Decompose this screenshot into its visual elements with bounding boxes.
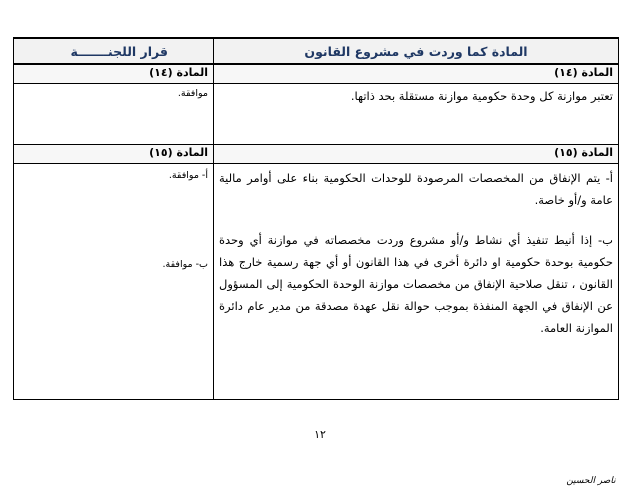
article-body-row: [14, 84, 619, 145]
page-number: ١٢: [314, 428, 326, 441]
article-body-row: [14, 164, 619, 400]
article-14-decision-title: المادة (١٤): [14, 64, 214, 84]
article-15-title: المادة (١٥): [214, 145, 619, 164]
article-14-decision: موافقة.: [177, 88, 208, 99]
article-14-decision-cell: [14, 84, 214, 145]
article-14-paragraph: تعتبر موازنة كل وحدة حكومية موازنة مستقلة بحد ذاتها.: [350, 89, 613, 103]
table-header-row: [14, 38, 619, 64]
article-15-paragraph-a: أ- يتم الإنفاق من المخصصات المرصودة للوحدات الحكومية بناء على أوامر مالية عامة و/أو خاصة.: [219, 171, 613, 207]
handwritten-signature: ناصر الحسين: [566, 476, 616, 486]
article-14-text-cell: [214, 84, 619, 145]
article-15-text-cell: [214, 164, 619, 400]
article-15-decision-b: ب- موافقة.: [162, 259, 208, 270]
article-15-decision-title: المادة (١٥): [14, 145, 214, 164]
law-comparison-table: [13, 37, 619, 400]
header-decision-column: قرار اللجنـــــــة: [14, 38, 214, 64]
article-15-decision-cell: [14, 164, 214, 400]
article-title-row: [14, 64, 619, 84]
article-title-row: [14, 145, 619, 164]
article-14-title: المادة (١٤): [214, 64, 619, 84]
article-15-decision-a: أ- موافقة.: [168, 170, 208, 181]
header-main-column: المادة كما وردت في مشروع القانون: [214, 38, 619, 64]
article-15-paragraph-b: ب- إذا أنيط تنفيذ أي نشاط و/أو مشروع وردت مخصصاته في موازنة أي وحدة حكومية بوحدة حكومية او دائرة أخرى في هذا القانون أو أي جهة رسمية خارج هذا القانون ، تنقل صلاحية الإنفاق من مخصصات موازنة الوحدة الحكومية إلى المسؤول عن الإنفاق في الجهة المنفذة بموجب حوالة نقل عهدة مصدقة من مدير عام دائرة الموازنة العامة.: [219, 233, 613, 335]
